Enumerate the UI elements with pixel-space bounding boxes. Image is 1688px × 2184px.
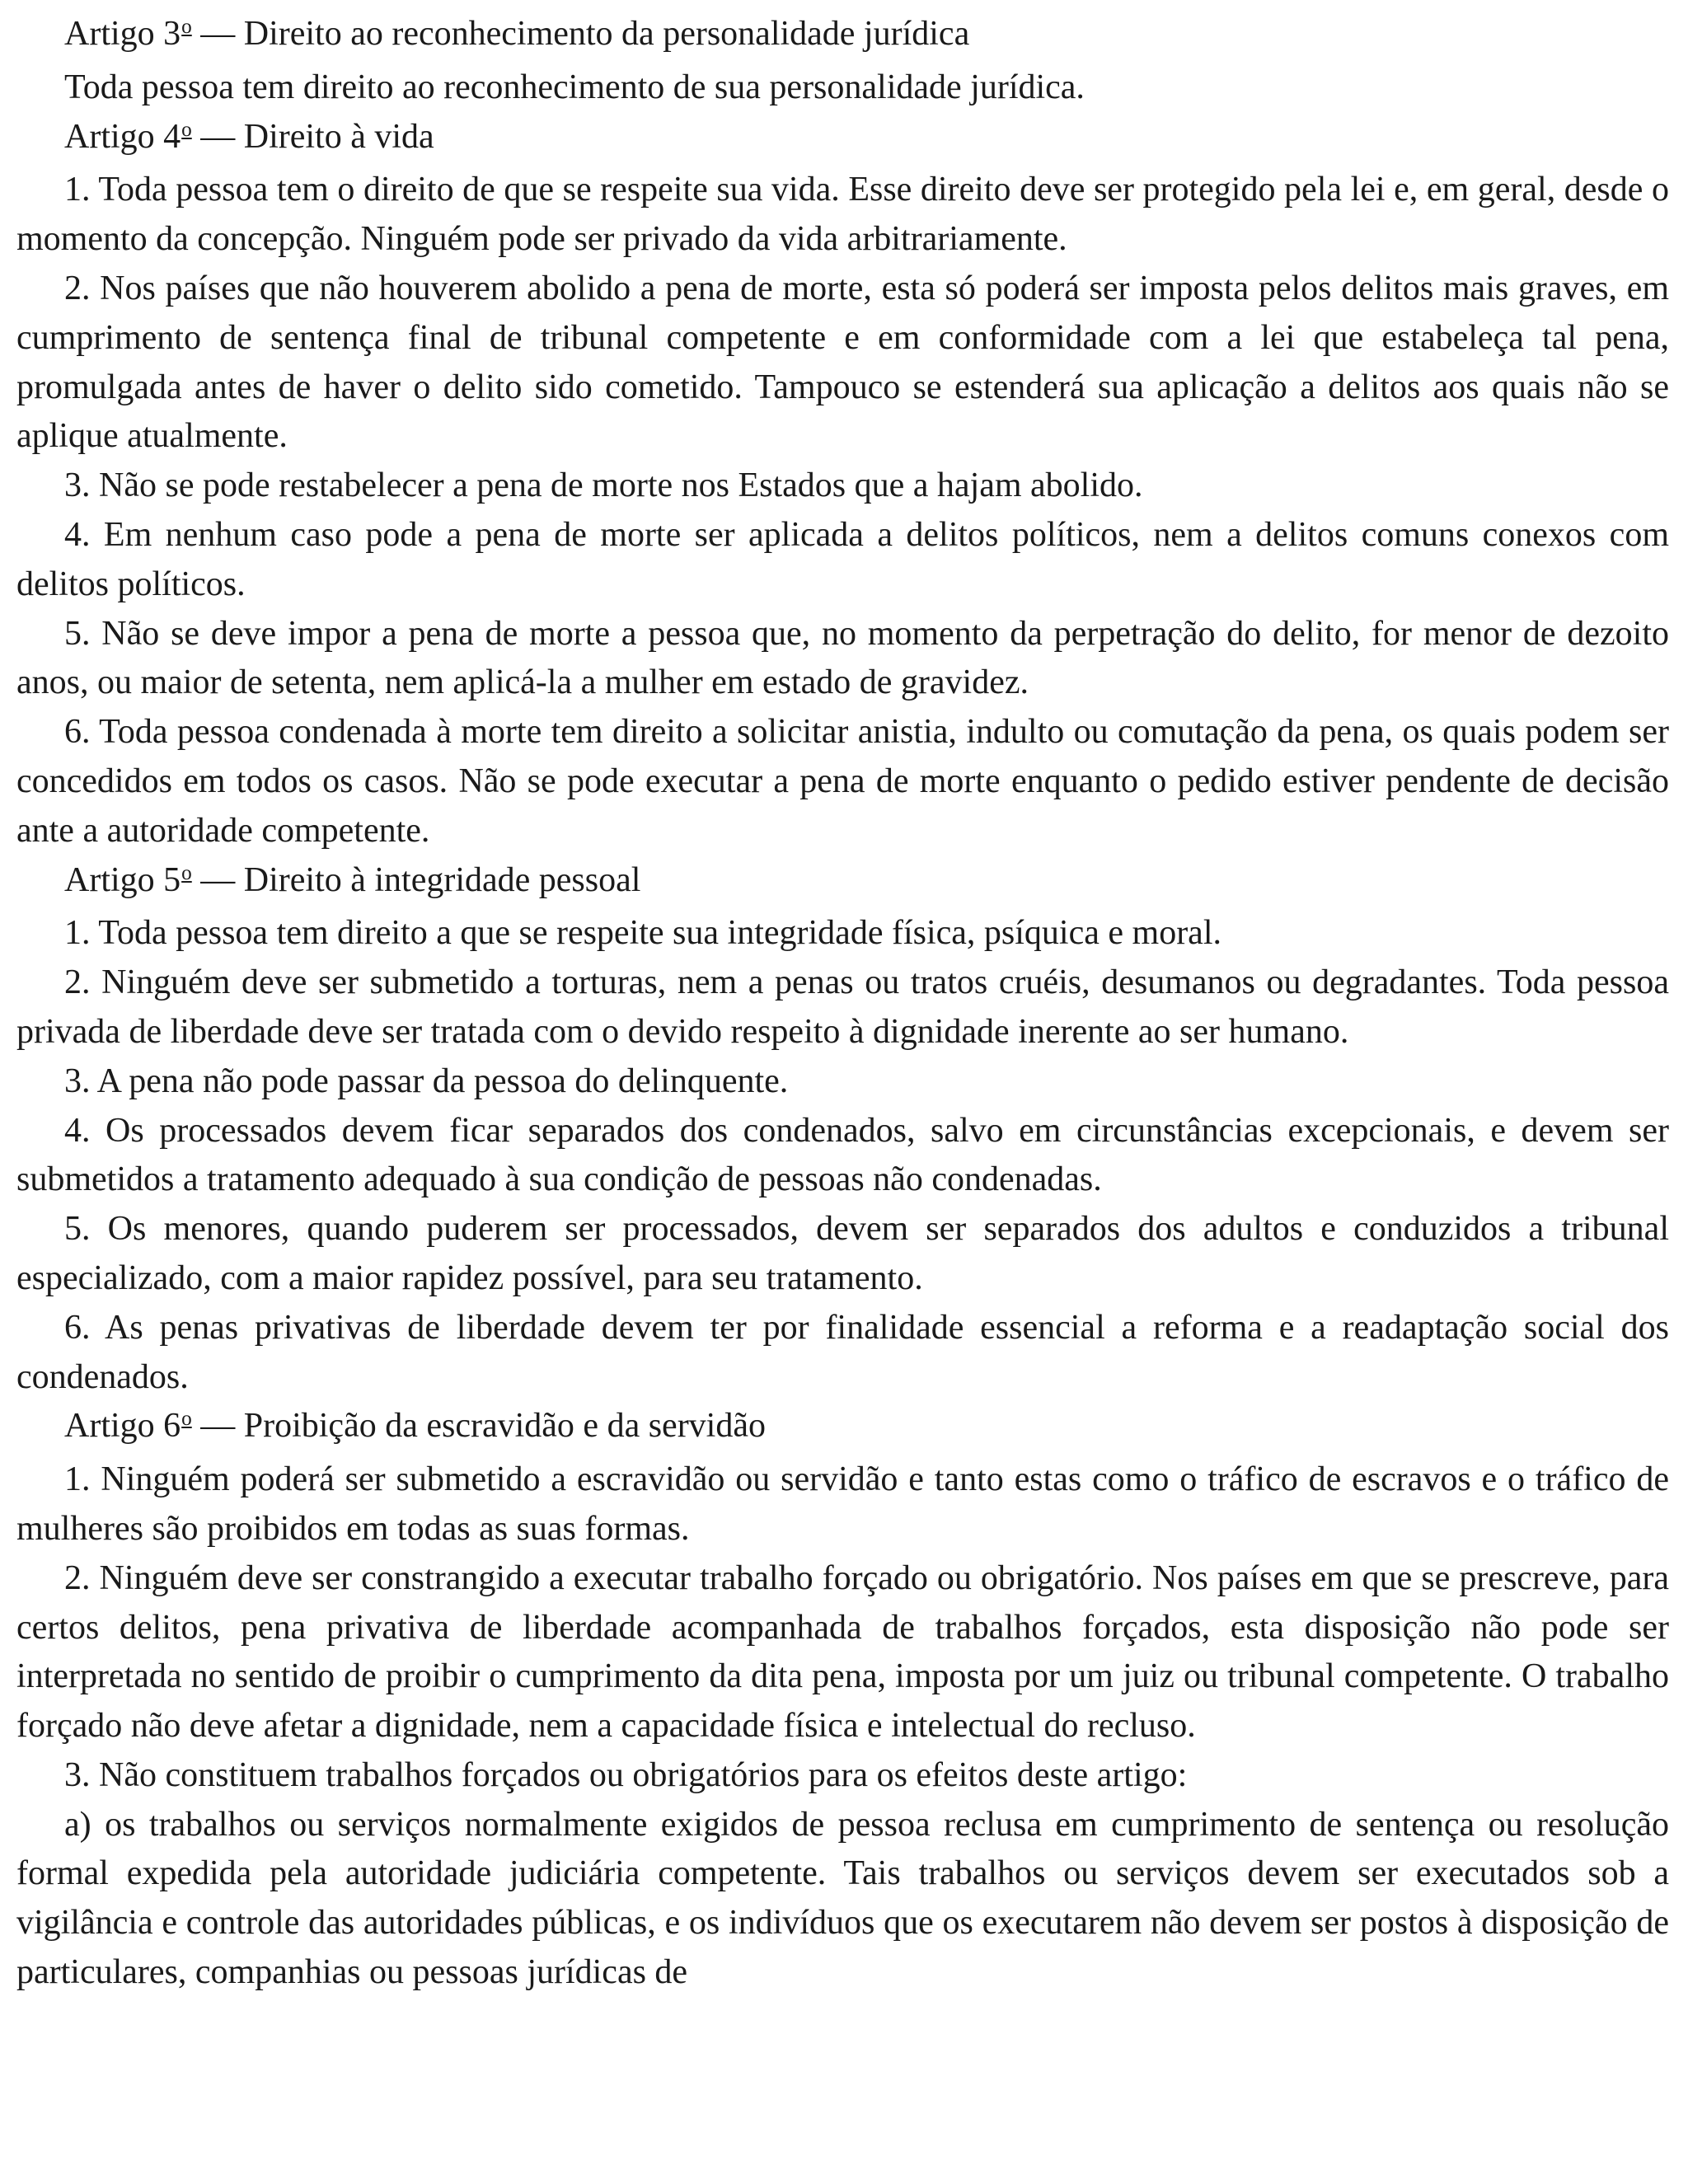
article-6-paragraph-3: 3. Não constituem trabalhos forçados ou obrigatórios para os efeitos deste artigo:: [64, 1755, 1188, 1794]
ordinal-indicator: o: [181, 16, 192, 39]
article-4-paragraph-6: 6. Toda pessoa condenada à morte tem direito a solicitar anistia, indulto ou comutação da pena, os quais podem ser concedidos em todos os casos. Não se pode executar a pena de morte enquanto o pedido estiver pendente de decisão ante a autoridade competente.: [16, 713, 1669, 850]
article-prefix: Artigo 4: [64, 117, 181, 156]
ordinal-indicator: o: [181, 118, 192, 141]
article-5-heading: [16, 856, 1669, 910]
article-prefix: Artigo 3: [64, 15, 181, 53]
article-title: — Direito à vida: [200, 117, 434, 156]
article-6-heading: [16, 1402, 1669, 1455]
article-5-paragraph-6: 6. As penas privativas de liberdade devem ter por finalidade essencial a reforma e a readaptação social dos condenados.: [16, 1308, 1669, 1396]
article-3-heading: [16, 10, 1669, 63]
article-title: — Direito à integridade pessoal: [200, 860, 641, 899]
article-6-paragraph-2: 2. Ninguém deve ser constrangido a executar trabalho forçado ou obrigatório. Nos países em que se prescreve, para certos delitos, pena privativa de liberdade acompanhada de trabalhos forçados, esta disposição não pode ser interpretada no sentido de proibir o cumprimento da dita pena, imposta por um juiz ou tribunal competente. O trabalho forçado não deve afetar a dignidade, nem a capacidade física e intelectual do recluso.: [16, 1558, 1669, 1746]
article-5-paragraph-2: 2. Ninguém deve ser submetido a torturas, nem a penas ou tratos cruéis, desumanos ou degradantes. Toda pessoa privada de liberdade deve ser tratada com o devido respeito à dignidade inerente ao ser humano.: [16, 963, 1669, 1051]
ordinal-indicator: o: [181, 1408, 192, 1431]
article-4-paragraph-5: 5. Não se deve impor a pena de morte a pessoa que, no momento da perpetração do delito, for menor de dezoito anos, ou maior de setenta, nem aplicá-la a mulher em estado de gravidez.: [16, 614, 1669, 702]
article-6-paragraph-1: 1. Ninguém poderá ser submetido a escravidão ou servidão e tanto estas como o tráfico de escravos e o tráfico de mulheres são proibidos em todas as suas formas.: [16, 1460, 1669, 1548]
article-4-paragraph-4: 4. Em nenhum caso pode a pena de morte ser aplicada a delitos políticos, nem a delitos comuns conexos com delitos políticos.: [16, 515, 1669, 603]
article-6-paragraph-3a: a) os trabalhos ou serviços normalmente exigidos de pessoa reclusa em cumprimento de sentença ou resolução formal expedida pela autoridade judiciária competente. Tais trabalhos ou serviços devem ser executados sob a vigilância e controle das autoridades públicas, e os indivíduos que os executarem não devem ser postos à disposição de particulares, companhias ou pessoas jurídicas de: [16, 1805, 1669, 1992]
article-4-paragraph-1: 1. Toda pessoa tem o direito de que se respeite sua vida. Esse direito deve ser protegido pela lei e, em geral, desde o momento da concepção. Ninguém pode ser privado da vida arbitrariamente.: [16, 171, 1669, 259]
article-4-paragraph-3: 3. Não se pode restabelecer a pena de morte nos Estados que a hajam abolido.: [64, 466, 1143, 505]
article-4-paragraph-2: 2. Nos países que não houverem abolido a pena de morte, esta só poderá ser imposta pelos delitos mais graves, em cumprimento de sentença final de tribunal competente e em conformidade com a lei que estabeleça tal pena, promulgada antes de haver o delito sido cometido. Tampouco se estenderá sua aplicação a delitos aos quais não se aplique atualmente.: [16, 269, 1669, 456]
article-5-paragraph-3: 3. A pena não pode passar da pessoa do delinquente.: [64, 1062, 789, 1100]
article-5-paragraph-4: 4. Os processados devem ficar separados dos condenados, salvo em circunstâncias excepcionais, e devem ser submetidos a tratamento adequado à sua condição de pessoas não condenadas.: [16, 1111, 1669, 1199]
article-5-paragraph-5: 5. Os menores, quando puderem ser processados, devem ser separados dos adultos e conduzidos a tribunal especializado, com a maior rapidez possível, para seu tratamento.: [16, 1210, 1669, 1297]
document-page: [16, 10, 1669, 1998]
article-5-paragraph-1: 1. Toda pessoa tem direito a que se respeite sua integridade física, psíquica e moral.: [64, 914, 1221, 953]
article-4-heading: [16, 113, 1669, 166]
article-prefix: Artigo 6: [64, 1407, 181, 1446]
article-prefix: Artigo 5: [64, 860, 181, 899]
article-title: — Direito ao reconhecimento da personalidade jurídica: [200, 15, 970, 53]
ordinal-indicator: o: [181, 861, 192, 884]
article-3-paragraph: Toda pessoa tem direito ao reconhecimento de sua personalidade jurídica.: [64, 68, 1085, 106]
article-title: — Proibição da escravidão e da servidão: [200, 1407, 766, 1446]
